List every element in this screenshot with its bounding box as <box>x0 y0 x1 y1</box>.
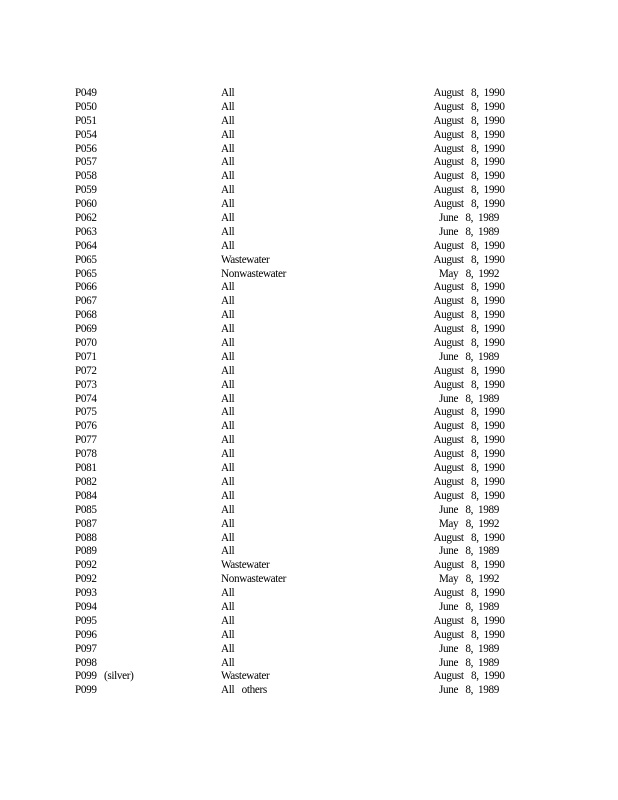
waste-type-cell: All <box>221 309 235 322</box>
table-row <box>75 143 535 157</box>
effective-date-cell: August 8, 1990 <box>433 420 505 433</box>
effective-date-cell: August 8, 1990 <box>433 253 505 266</box>
waste-code-cell: P057 <box>75 156 97 169</box>
waste-code-cell: P072 <box>75 364 97 377</box>
table-row <box>75 684 535 698</box>
effective-date-cell: August 8, 1990 <box>433 281 505 294</box>
effective-date-cell: August 8, 1990 <box>433 670 505 683</box>
waste-type-cell: All <box>221 323 235 336</box>
waste-code-cell: P049 <box>75 87 97 99</box>
table-row <box>75 156 535 170</box>
table-row <box>75 295 535 309</box>
table-row <box>75 115 535 129</box>
waste-code-cell: P098 <box>75 656 97 669</box>
waste-type-cell: Nonwastewater <box>221 267 287 280</box>
waste-code-cell: P068 <box>75 309 97 322</box>
waste-type-cell: All <box>221 614 235 627</box>
table-row <box>75 420 535 434</box>
effective-date-cell: May 8, 1992 <box>438 267 500 280</box>
waste-code-cell: P064 <box>75 239 97 252</box>
effective-date-cell: August 8, 1990 <box>433 100 505 113</box>
effective-date-cell: August 8, 1990 <box>433 295 505 308</box>
waste-type-cell: All <box>221 198 235 211</box>
effective-date-cell: August 8, 1990 <box>433 142 505 155</box>
table-row <box>75 490 535 504</box>
waste-type-cell: All <box>221 100 235 113</box>
waste-type-cell: All <box>221 114 235 127</box>
effective-date-cell: June 8, 1989 <box>438 392 499 405</box>
waste-type-cell: All <box>221 184 235 197</box>
effective-date-cell: June 8, 1989 <box>438 642 499 655</box>
effective-date-cell: August 8, 1990 <box>433 198 505 211</box>
waste-type-cell: All <box>221 475 235 488</box>
effective-date-cell: June 8, 1989 <box>438 503 499 516</box>
waste-code-cell: P070 <box>75 337 97 350</box>
waste-code-cell: P099 (silver) <box>75 670 134 683</box>
table-row <box>75 559 535 573</box>
waste-type-cell: All <box>221 434 235 447</box>
effective-date-cell: August 8, 1990 <box>433 184 505 197</box>
effective-date-cell: June 8, 1989 <box>438 600 499 613</box>
effective-date-cell: August 8, 1990 <box>433 531 505 544</box>
waste-type-cell: Nonwastewater <box>221 573 287 586</box>
waste-code-cell: P076 <box>75 420 97 433</box>
waste-code-cell: P097 <box>75 642 97 655</box>
waste-type-cell: All <box>221 378 235 391</box>
effective-date-cell: June 8, 1989 <box>438 656 499 669</box>
table-row <box>75 643 535 657</box>
table-row <box>75 615 535 629</box>
waste-code-cell: P069 <box>75 323 97 336</box>
effective-date-cell: August 8, 1990 <box>433 239 505 252</box>
table-row <box>75 518 535 532</box>
waste-type-cell: All <box>221 142 235 155</box>
waste-code-cell: P075 <box>75 406 97 419</box>
waste-type-cell: All <box>221 656 235 669</box>
table-row <box>75 406 535 420</box>
effective-date-cell: August 8, 1990 <box>433 337 505 350</box>
effective-date-cell: August 8, 1990 <box>433 462 505 475</box>
table-row <box>75 198 535 212</box>
waste-type-cell: All <box>221 517 235 530</box>
waste-type-cell: All <box>221 392 235 405</box>
table-row <box>75 226 535 240</box>
table-row <box>75 434 535 448</box>
waste-code-cell: P084 <box>75 489 97 502</box>
effective-date-cell: August 8, 1990 <box>433 378 505 391</box>
waste-type-cell: All <box>221 628 235 641</box>
waste-code-table <box>75 87 535 698</box>
effective-date-cell: August 8, 1990 <box>433 434 505 447</box>
effective-date-cell: August 8, 1990 <box>433 475 505 488</box>
waste-code-cell: P094 <box>75 600 97 613</box>
waste-code-cell: P095 <box>75 614 97 627</box>
waste-type-cell: All <box>221 156 235 169</box>
table-row <box>75 379 535 393</box>
waste-type-cell: All <box>221 420 235 433</box>
waste-code-cell: P063 <box>75 225 97 238</box>
waste-code-cell: P096 <box>75 628 97 641</box>
waste-type-cell: All <box>221 642 235 655</box>
effective-date-cell: August 8, 1990 <box>433 156 505 169</box>
table-row <box>75 462 535 476</box>
effective-date-cell: June 8, 1989 <box>438 350 499 363</box>
waste-type-cell: All <box>221 87 235 99</box>
table-row <box>75 212 535 226</box>
waste-type-cell: All <box>221 587 235 600</box>
effective-date-cell: August 8, 1990 <box>433 170 505 183</box>
waste-code-cell: P087 <box>75 517 97 530</box>
table-row <box>75 504 535 518</box>
table-row <box>75 309 535 323</box>
effective-date-cell: August 8, 1990 <box>433 587 505 600</box>
table-row <box>75 337 535 351</box>
effective-date-cell: August 8, 1990 <box>433 406 505 419</box>
table-row <box>75 323 535 337</box>
table-row <box>75 601 535 615</box>
waste-type-cell: All <box>221 239 235 252</box>
effective-date-cell: May 8, 1992 <box>438 573 500 586</box>
waste-type-cell: All <box>221 489 235 502</box>
waste-type-cell: All others <box>221 684 267 697</box>
table-row <box>75 170 535 184</box>
table-row <box>75 268 535 282</box>
waste-code-cell: P065 <box>75 267 97 280</box>
table-row <box>75 476 535 490</box>
waste-type-cell: All <box>221 600 235 613</box>
table-row <box>75 657 535 671</box>
waste-type-cell: Wastewater <box>221 253 270 266</box>
waste-type-cell: All <box>221 170 235 183</box>
table-row <box>75 393 535 407</box>
waste-type-cell: All <box>221 462 235 475</box>
waste-code-cell: P077 <box>75 434 97 447</box>
waste-code-cell: P058 <box>75 170 97 183</box>
waste-code-cell: P093 <box>75 587 97 600</box>
effective-date-cell: August 8, 1990 <box>433 309 505 322</box>
waste-code-cell: P092 <box>75 573 97 586</box>
waste-type-cell: All <box>221 350 235 363</box>
waste-code-cell: P056 <box>75 142 97 155</box>
effective-date-cell: August 8, 1990 <box>433 323 505 336</box>
effective-date-cell: August 8, 1990 <box>433 628 505 641</box>
waste-code-cell: P074 <box>75 392 97 405</box>
waste-code-cell: P065 <box>75 253 97 266</box>
waste-code-cell: P085 <box>75 503 97 516</box>
waste-code-cell: P060 <box>75 198 97 211</box>
waste-type-cell: Wastewater <box>221 559 270 572</box>
effective-date-cell: August 8, 1990 <box>433 489 505 502</box>
waste-type-cell: Wastewater <box>221 670 270 683</box>
table-row <box>75 587 535 601</box>
table-row <box>75 365 535 379</box>
table-row <box>75 573 535 587</box>
table-row <box>75 184 535 198</box>
table-row <box>75 240 535 254</box>
waste-type-cell: All <box>221 503 235 516</box>
waste-code-cell: P092 <box>75 559 97 572</box>
waste-code-cell: P081 <box>75 462 97 475</box>
effective-date-cell: June 8, 1989 <box>438 225 499 238</box>
waste-code-cell: P054 <box>75 128 97 141</box>
waste-type-cell: All <box>221 295 235 308</box>
effective-date-cell: August 8, 1990 <box>433 364 505 377</box>
waste-code-cell: P089 <box>75 545 97 558</box>
table-row <box>75 532 535 546</box>
effective-date-cell: August 8, 1990 <box>433 559 505 572</box>
waste-code-cell: P051 <box>75 114 97 127</box>
waste-type-cell: All <box>221 364 235 377</box>
effective-date-cell: June 8, 1989 <box>438 212 499 225</box>
effective-date-cell: August 8, 1990 <box>433 614 505 627</box>
table-row <box>75 129 535 143</box>
waste-code-cell: P067 <box>75 295 97 308</box>
waste-type-cell: All <box>221 531 235 544</box>
effective-date-cell: June 8, 1989 <box>438 545 499 558</box>
waste-type-cell: All <box>221 545 235 558</box>
table-row <box>75 629 535 643</box>
table-row <box>75 254 535 268</box>
effective-date-cell: May 8, 1992 <box>438 517 500 530</box>
waste-code-cell: P073 <box>75 378 97 391</box>
waste-type-cell: All <box>221 212 235 225</box>
waste-type-cell: All <box>221 337 235 350</box>
waste-code-cell: P062 <box>75 212 97 225</box>
waste-code-cell: P099 <box>75 684 97 697</box>
table-row <box>75 101 535 115</box>
waste-code-cell: P078 <box>75 448 97 461</box>
waste-type-cell: All <box>221 281 235 294</box>
waste-code-cell: P059 <box>75 184 97 197</box>
waste-code-cell: P050 <box>75 100 97 113</box>
waste-type-cell: All <box>221 225 235 238</box>
table-row <box>75 670 535 684</box>
effective-date-cell: June 8, 1989 <box>438 684 499 697</box>
effective-date-cell: August 8, 1990 <box>433 114 505 127</box>
waste-code-cell: P088 <box>75 531 97 544</box>
effective-date-cell: August 8, 1990 <box>433 448 505 461</box>
waste-type-cell: All <box>221 128 235 141</box>
effective-date-cell: August 8, 1990 <box>433 128 505 141</box>
waste-code-cell: P066 <box>75 281 97 294</box>
table-row <box>75 351 535 365</box>
table-row <box>75 448 535 462</box>
table-row <box>75 281 535 295</box>
effective-date-cell: August 8, 1990 <box>433 87 505 99</box>
table-row <box>75 87 535 101</box>
waste-type-cell: All <box>221 406 235 419</box>
table-row <box>75 545 535 559</box>
waste-type-cell: All <box>221 448 235 461</box>
waste-code-cell: P082 <box>75 475 97 488</box>
waste-code-cell: P071 <box>75 350 97 363</box>
